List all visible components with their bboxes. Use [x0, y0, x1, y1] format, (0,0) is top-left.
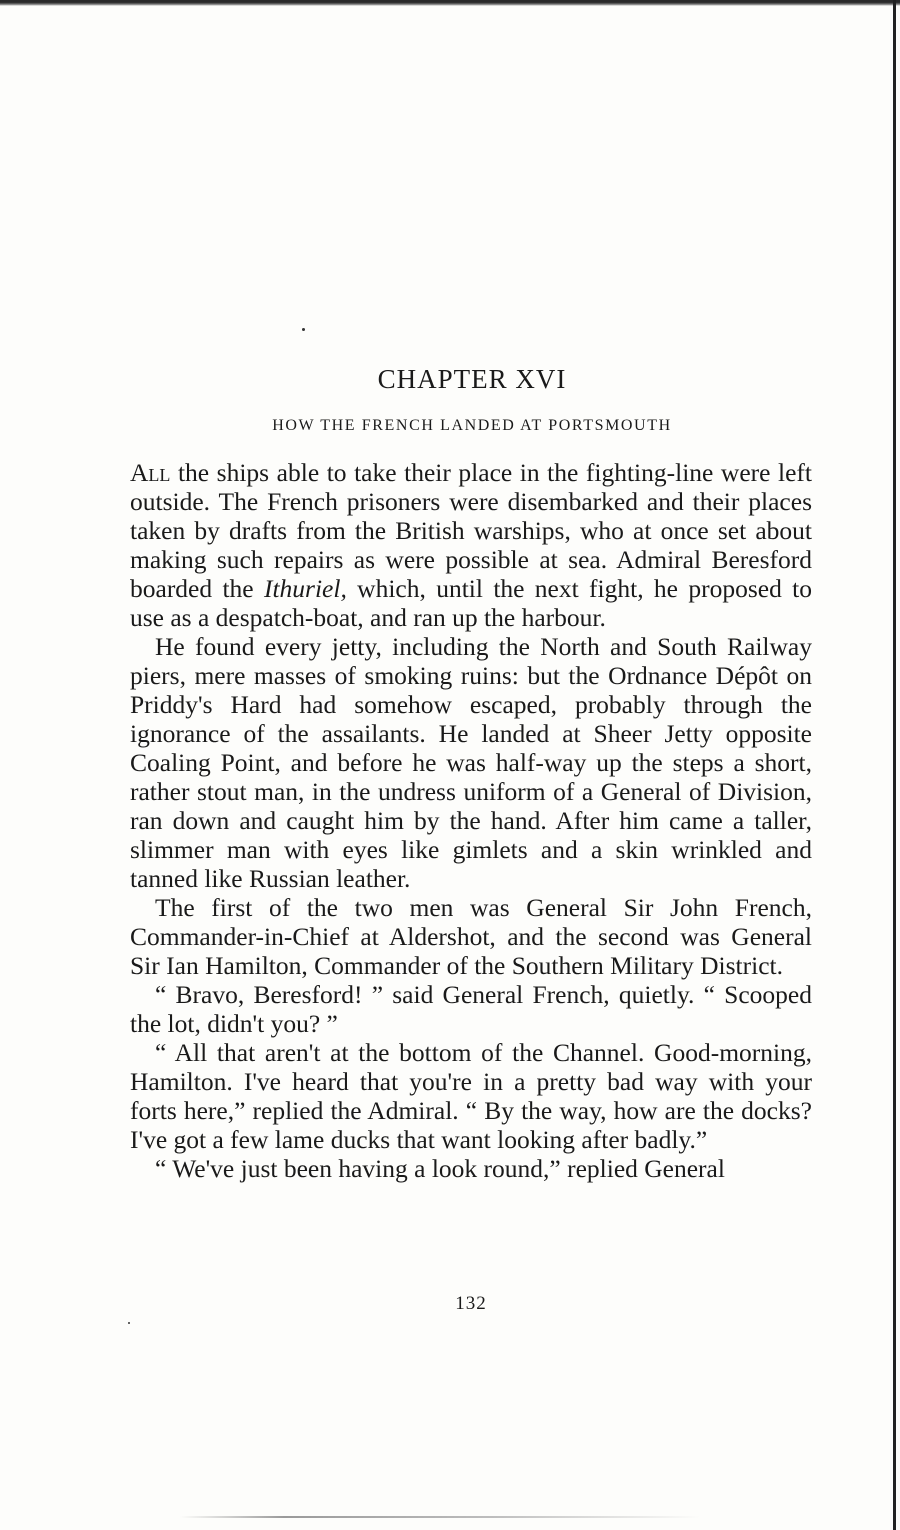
paragraph-6: “ We've just been having a look round,” replied General — [155, 1154, 725, 1183]
scan-speck — [302, 328, 305, 331]
paragraph-1 — [130, 458, 812, 632]
paragraph-text: the ships able to take their place in the fighting-line were left outside. The French prisoners were disembarked and their places taken by drafts from the British warships, who at once set about making such repairs as were possible at sea. Admiral Beresford boarded the — [130, 458, 812, 603]
scan-edge-bottom — [180, 1516, 700, 1518]
ship-name: Ithuriel, — [263, 574, 347, 603]
paragraph-text: which, until the next fight, he proposed to use as a despatch-boat, and ran up the harbour. — [130, 574, 812, 632]
page-number: 132 — [455, 1293, 487, 1314]
drop-word: All — [130, 458, 171, 487]
paragraph-5: “ All that aren't at the bottom of the Channel. Good-morning, Hamilton. I've heard that you're in a pretty bad way with your forts here,” replied the Admiral. “ By the way, how are the docks? I've got a few lame ducks that want looking after badly.” — [130, 1038, 812, 1154]
chapter-title: CHAPTER XVI — [377, 364, 567, 394]
chapter-subtitle: HOW THE FRENCH LANDED AT PORTSMOUTH — [272, 417, 672, 434]
scan-speck — [128, 1322, 130, 1324]
scan-edge-top — [0, 0, 900, 6]
paragraph-4: “ Bravo, Beresford! ” said General French, quietly. “ Scooped the lot, didn't you? ” — [130, 980, 812, 1038]
paragraph-2: He found every jetty, including the North and South Railway piers, mere masses of smoking ruins: but the Ordnance Dépôt on Priddy's Hard had somehow escaped, probably through the ignorance of the assailants. He landed at Sheer Jetty opposite Coaling Point, and before he was half-way up the steps a short, rather stout man, in the undress uniform of a General of Division, ran down and caught him by the hand. After him came a taller, slimmer man with eyes like gimlets and a skin wrinkled and tanned like Russian leather. — [130, 632, 812, 893]
scan-edge-right — [893, 0, 896, 1530]
chapter-body — [130, 458, 812, 1183]
paragraph-3: The first of the two men was General Sir John French, Commander-in-Chief at Aldershot, and the second was General Sir Ian Hamilton, Commander of the Southern Military District. — [130, 893, 812, 980]
